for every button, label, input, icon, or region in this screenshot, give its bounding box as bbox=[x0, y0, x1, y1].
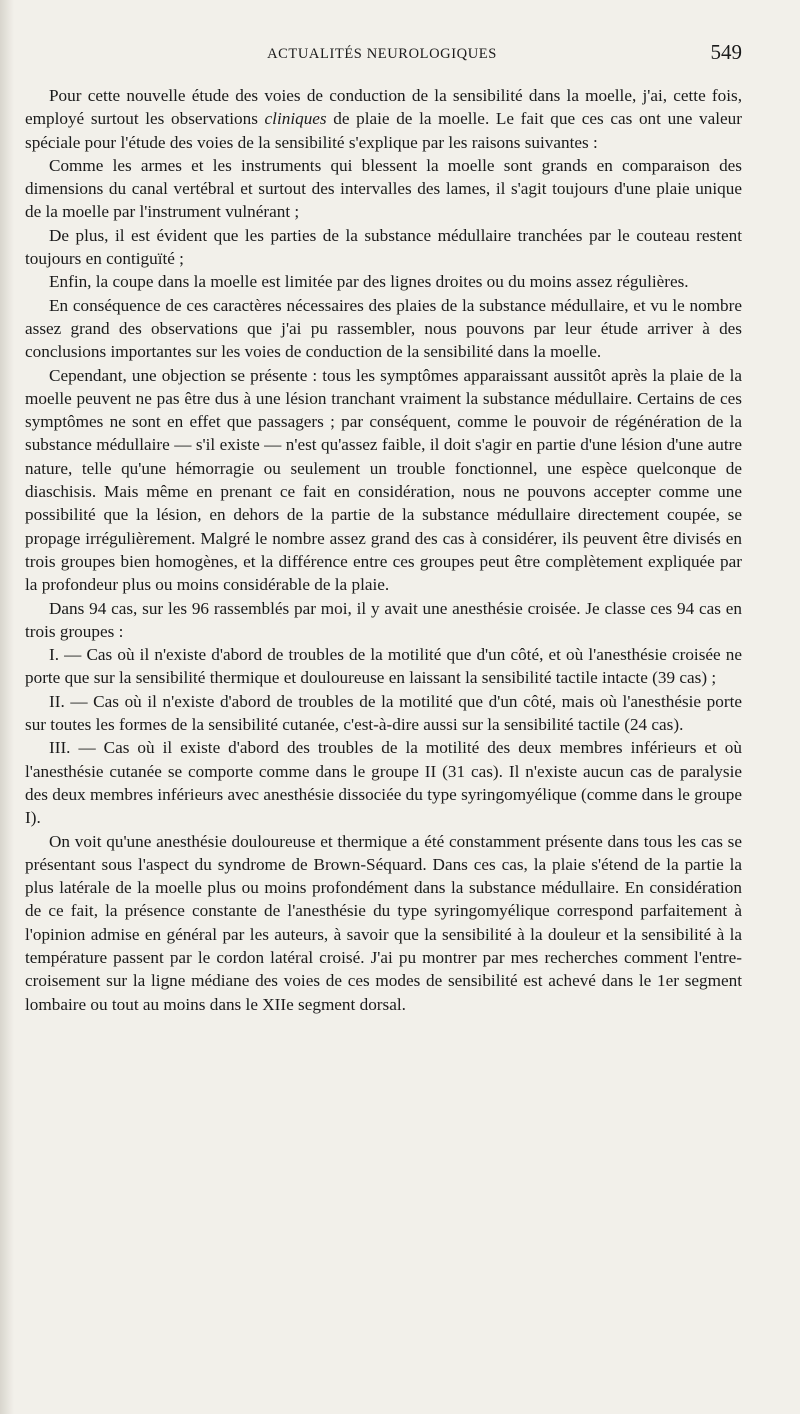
scan-edge-shadow bbox=[0, 0, 14, 1414]
running-title: ACTUALITÉS NEUROLOGIQUES bbox=[267, 46, 497, 62]
paragraph-consequence: En conséquence de ces caractères nécessaires des plaies de la substance médullaire, et vu le nombre assez grand des observations que j'ai pu rassembler, nous pouvons par leur étude arriver à des conclusions importantes sur les voies de conduction de la sensibilité dans la moelle. bbox=[25, 295, 742, 362]
paragraph-group-1: I. — Cas où il n'existe d'abord de troubles de la motilité que d'un côté, et où l'anesthésie croisée ne porte que sur la sensibilité thermique et douloureuse en laissant la sensibilité tactile intacte (39 cas) ; bbox=[25, 645, 742, 688]
paragraph-objection: Cependant, une objection se présente : tous les symptômes apparaissant aussitôt après la plaie de la moelle peuvent ne pas être dus à une lésion tranchant vraiment la substance médullaire. Certains de ces symptômes ne sont en effet que passagers ; par conséquent, comme le pouvoir de régénération de la substance médullaire — s'il existe — n'est qu'assez faible, il doit s'agir en partie d'une lésion d'une autre nature, telle qu'une hémorragie ou seulement un trouble fonctionnel, une espèce quelconque de diaschisis. Mais même en prenant ce fait en considération, nous ne pouvons accepter comme une possibilité que la lésion, en dehors de la partie de la substance médullaire directement coupée, se propage irrégulièrement. Malgré le nombre assez grand des cas à considérer, ils peuvent être divisés en trois groupes bien homogènes, et la différence entre ces groupes peut être complètement expliquée par la profondeur plus ou moins considérable de la plaie. bbox=[25, 365, 742, 595]
paragraph-group-2: II. — Cas où il n'existe d'abord de troubles de la motilité que d'un côté, mais où l'anesthésie porte sur toutes les formes de la sensibilité cutanée, c'est-à-dire aussi sur la sensibilité tactile (24 cas). bbox=[25, 691, 742, 735]
page-header bbox=[22, 38, 742, 68]
paragraph-intro-end: de plaie de la moelle. Le fait que ces cas ont une valeur spéciale pour l'étude des voies de la sensibilité s'explique par les raisons suivantes : bbox=[25, 109, 742, 152]
paragraph-case-count: Dans 94 cas, sur les 96 rassemblés par moi, il y avait une anesthésie croisée. Je classe ces 94 cas en trois groupes : bbox=[25, 598, 742, 641]
emphasis-cliniques: cliniques bbox=[264, 109, 327, 129]
paragraph-reason-1: Comme les armes et les instruments qui blessent la moelle sont grands en comparaison des dimensions du canal vertébral et surtout des intervalles des lames, il s'agit toujours d'une plaie unique de la moelle par l'instrument vulnérant ; bbox=[25, 155, 742, 222]
paragraph-intro bbox=[25, 84, 742, 154]
paragraph-group-3: III. — Cas où il existe d'abord des troubles de la motilité des deux membres inférieurs et où l'anesthésie cutanée se comporte comme dans le groupe II (31 cas). Il n'existe aucun cas de paralysie des deux membres inférieurs avec anesthésie dissociée du type syringomyélique (comme dans le groupe I). bbox=[25, 738, 742, 828]
paragraph-conclusion: On voit qu'une anesthésie douloureuse et thermique a été constamment présente dans tous les cas se présentant sous l'aspect du syndrome de Brown-Séquard. Dans ces cas, la plaie s'étend de la partie la plus latérale de la moelle plus ou moins profondément dans la substance médullaire. En considération de ce fait, la présence constante de l'anesthésie du type syringomyélique correspond parfaitement à l'opinion admise en général par les auteurs, à savoir que la sensibilité à la douleur et la sensibilité à la température passent par le cordon latéral croisé. J'ai pu montrer par mes recherches comment l'entre-croisement sur la ligne médiane des voies de ces modes de sensibilité est achevé dans le 1er segment lombaire ou tout au moins dans le XIIe segment dorsal. bbox=[25, 831, 742, 1014]
paragraph-reason-2: De plus, il est évident que les parties de la substance médullaire tranchées par le couteau restent toujours en contiguïté ; bbox=[25, 225, 742, 269]
page-number: 549 bbox=[710, 40, 742, 64]
paragraph-intro-start: Pour cette nouvelle étude des voies de conduction de la sensibilité dans la moelle, j'ai, cette fois, employé surtout les observations bbox=[25, 86, 742, 129]
paragraph-reason-3: Enfin, la coupe dans la moelle est limitée par des lignes droites ou du moins assez régulières. bbox=[49, 272, 689, 292]
body-text bbox=[25, 84, 742, 1016]
